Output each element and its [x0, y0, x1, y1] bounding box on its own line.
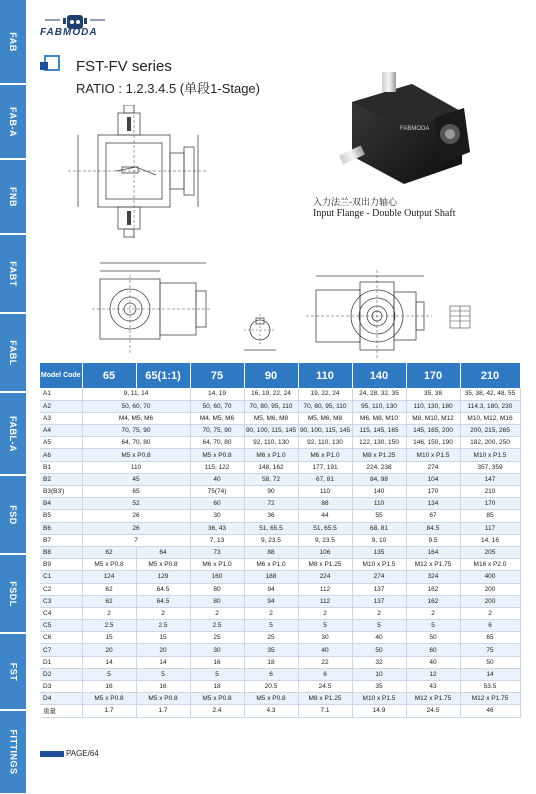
drawing-caption-english: Input Flange - Double Output Shaft	[313, 208, 456, 219]
table-cell: 5	[82, 668, 136, 680]
table-cell: 2.4	[190, 705, 244, 717]
table-cell: 110	[352, 498, 406, 510]
header-170: 170	[406, 363, 460, 388]
side-tab-fabt[interactable]: FABT	[0, 235, 26, 313]
table-cell: 16	[82, 681, 136, 693]
row-label: B4	[40, 498, 82, 510]
table-cell: 200, 215, 265	[460, 425, 520, 437]
side-tab-fsd[interactable]: FSD	[0, 476, 26, 554]
table-cell: 2.5	[82, 620, 136, 632]
table-cell: 36, 43	[190, 522, 244, 534]
table-cell: 51, 65.5	[298, 522, 352, 534]
table-cell: 14	[82, 656, 136, 668]
table-cell: 5	[352, 620, 406, 632]
table-cell: M5, M6, M8	[244, 412, 298, 424]
row-label: D3	[40, 681, 82, 693]
row-label: B8	[40, 546, 82, 558]
table-cell: 122, 130, 150	[352, 437, 406, 449]
table-cell: 112	[298, 595, 352, 607]
table-cell: 32	[352, 656, 406, 668]
shaft-detail-drawing	[240, 310, 280, 356]
table-cell: 5	[244, 620, 298, 632]
table-cell: 6	[244, 668, 298, 680]
table-cell: 1.7	[136, 705, 190, 717]
table-cell: 104	[406, 473, 460, 485]
table-row	[40, 437, 520, 449]
side-tab-fittings[interactable]: FITTINGS	[0, 711, 26, 794]
table-cell: 115, 145, 165	[352, 425, 406, 437]
table-cell: 12	[406, 668, 460, 680]
table-cell: 5	[406, 620, 460, 632]
table-cell: 95, 110, 130	[352, 400, 406, 412]
table-cell: M10 x P1.5	[460, 449, 520, 461]
table-cell: M12 x P1.75	[406, 693, 460, 705]
table-cell: M4, M5, M6	[82, 412, 190, 424]
table-cell: 94	[244, 583, 298, 595]
table-cell: 9, 23.5	[244, 534, 298, 546]
table-cell: 2	[244, 607, 298, 619]
page-marker	[40, 751, 64, 757]
table-row	[40, 461, 520, 473]
table-cell: 25	[244, 632, 298, 644]
table-cell: 10	[352, 668, 406, 680]
table-cell: 50, 60, 70	[82, 400, 190, 412]
table-cell: 6	[460, 620, 520, 632]
table-cell: M5 x P0.8	[136, 559, 190, 571]
side-tab-fst[interactable]: FST	[0, 634, 26, 710]
row-label: A5	[40, 437, 82, 449]
table-row	[40, 400, 520, 412]
table-cell: 75(74)	[190, 486, 244, 498]
table-cell: 64, 70, 80	[190, 437, 244, 449]
header-65-1-1: 65(1:1)	[136, 363, 190, 388]
row-label: A4	[40, 425, 82, 437]
table-header-row	[40, 363, 520, 388]
table-row	[40, 449, 520, 461]
table-cell: 92, 110, 130	[298, 437, 352, 449]
table-cell: M8, M10, M12	[406, 412, 460, 424]
table-cell: M4, M5, M6	[190, 412, 244, 424]
table-cell: 110, 130, 180	[406, 400, 460, 412]
table-cell: 2	[190, 607, 244, 619]
row-label: D2	[40, 668, 82, 680]
table-cell: 14, 19	[190, 388, 244, 400]
table-row	[40, 425, 520, 437]
table-cell: 26	[82, 522, 190, 534]
row-label: C5	[40, 620, 82, 632]
row-label: C3	[40, 595, 82, 607]
table-cell: M10 x P1.5	[406, 449, 460, 461]
table-cell: 2.5	[136, 620, 190, 632]
row-label: B3(B3')	[40, 486, 82, 498]
table-cell: 274	[352, 571, 406, 583]
table-cell: 170	[406, 486, 460, 498]
table-cell: M5 x P0.8	[82, 559, 136, 571]
table-cell: 70, 80, 95, 110	[244, 400, 298, 412]
table-cell: 65	[460, 632, 520, 644]
table-row	[40, 571, 520, 583]
table-cell: 85	[460, 510, 520, 522]
table-cell: 40	[406, 656, 460, 668]
table-cell: 129	[136, 571, 190, 583]
table-row	[40, 498, 520, 510]
row-label: B2	[40, 473, 82, 485]
table-cell: 135	[352, 546, 406, 558]
table-cell: 162	[406, 583, 460, 595]
table-cell: 114.3, 180, 230	[460, 400, 520, 412]
row-label: C2	[40, 583, 82, 595]
table-cell: 170	[460, 498, 520, 510]
table-cell: 134	[406, 498, 460, 510]
table-cell: 22	[298, 656, 352, 668]
table-cell: 20	[82, 644, 136, 656]
side-tab-fsdl[interactable]: FSDL	[0, 555, 26, 633]
ratio-subtitle: RATIO : 1.2.3.4.5 (单段1-Stage)	[76, 81, 260, 96]
table-row	[40, 486, 520, 498]
table-cell: 84.5	[406, 522, 460, 534]
table-cell: 6	[298, 668, 352, 680]
table-cell: 124	[82, 571, 136, 583]
table-row	[40, 388, 520, 400]
table-cell: M5 x P0.8	[82, 449, 190, 461]
table-row	[40, 656, 520, 668]
spec-table	[40, 363, 521, 718]
table-cell: M10, M12, M16	[460, 412, 520, 424]
table-cell: 53.5	[460, 681, 520, 693]
product-photo	[322, 72, 472, 190]
table-cell: 137	[352, 595, 406, 607]
table-row	[40, 583, 520, 595]
table-cell: 16	[136, 681, 190, 693]
brand-name: FABMODA	[40, 27, 98, 38]
table-cell: 62	[82, 583, 136, 595]
table-cell: 147	[460, 473, 520, 485]
table-cell: 51, 65.5	[244, 522, 298, 534]
table-cell: 50	[460, 656, 520, 668]
table-row	[40, 559, 520, 571]
table-cell: 70, 80, 95, 110	[298, 400, 352, 412]
table-row	[40, 473, 520, 485]
row-label: C6	[40, 632, 82, 644]
svg-text:FABMODA: FABMODA	[400, 126, 430, 132]
table-cell: 92, 110, 130	[244, 437, 298, 449]
table-cell: 62	[82, 595, 136, 607]
table-row	[40, 510, 520, 522]
end-view-drawing	[296, 270, 486, 358]
table-row	[40, 693, 520, 705]
header-75: 75	[190, 363, 244, 388]
series-title: FST-FV series	[76, 58, 172, 75]
row-label: B5	[40, 510, 82, 522]
table-cell: M12 x P1.75	[406, 559, 460, 571]
table-cell: M5 x P0.8	[190, 449, 244, 461]
title-square-icon	[44, 55, 60, 71]
table-cell: M12 x P1.75	[460, 693, 520, 705]
table-cell: 35, 38	[406, 388, 460, 400]
table-cell: 210	[460, 486, 520, 498]
table-cell: 24.5	[406, 705, 460, 717]
table-cell: 324	[406, 571, 460, 583]
table-row	[40, 534, 520, 546]
table-cell: 60	[190, 498, 244, 510]
row-label: A2	[40, 400, 82, 412]
side-tab-strip	[0, 0, 26, 794]
row-label: D4	[40, 693, 82, 705]
table-cell: 90, 100, 115, 145	[298, 425, 352, 437]
header-model-code: Model Code	[40, 363, 82, 388]
table-cell: 14	[136, 656, 190, 668]
table-cell: 19, 22, 24	[298, 388, 352, 400]
header-140: 140	[352, 363, 406, 388]
table-cell: M8 x P1.25	[298, 693, 352, 705]
table-cell: 148, 162	[244, 461, 298, 473]
table-cell: 160	[190, 571, 244, 583]
table-cell: 7.1	[298, 705, 352, 717]
header-210: 210	[460, 363, 520, 388]
table-cell: 16, 19, 22, 24	[244, 388, 298, 400]
table-cell: 2	[460, 607, 520, 619]
row-label: B9	[40, 559, 82, 571]
table-cell: 357, 359	[460, 461, 520, 473]
row-label: 重量	[40, 705, 82, 717]
row-label: B7	[40, 534, 82, 546]
side-tab-fnb[interactable]: FNB	[0, 160, 26, 234]
row-label: B1	[40, 461, 82, 473]
table-cell: M5, M6, M8	[298, 412, 352, 424]
table-cell: 43	[406, 681, 460, 693]
table-cell: 70, 75, 90	[82, 425, 190, 437]
table-cell: 205	[460, 546, 520, 558]
row-label: A1	[40, 388, 82, 400]
table-cell: 24, 28, 32, 35	[352, 388, 406, 400]
table-cell: M5 x P0.8	[190, 693, 244, 705]
table-cell: 72	[244, 498, 298, 510]
row-label: D1	[40, 656, 82, 668]
table-cell: 50, 60, 70	[190, 400, 244, 412]
header-65: 65	[82, 363, 136, 388]
row-label: C7	[40, 644, 82, 656]
table-cell: 2	[82, 607, 136, 619]
table-cell: 55	[352, 510, 406, 522]
table-cell: 15	[136, 632, 190, 644]
table-cell: 62	[82, 546, 136, 558]
table-cell: 20.5	[244, 681, 298, 693]
spec-table-body	[40, 388, 520, 717]
table-cell: 7	[82, 534, 190, 546]
table-cell: 24.5	[298, 681, 352, 693]
table-cell: 106	[298, 546, 352, 558]
table-row	[40, 644, 520, 656]
table-cell: 52	[82, 498, 190, 510]
table-cell: 70, 75, 90	[190, 425, 244, 437]
table-cell: M10 x P1.5	[352, 559, 406, 571]
table-cell: 164	[406, 546, 460, 558]
drawing-caption-chinese: 入力法兰-双出力轴心	[313, 198, 398, 208]
table-cell: 64, 70, 80	[82, 437, 190, 449]
table-cell: 2	[298, 607, 352, 619]
table-cell: 162	[406, 595, 460, 607]
table-row	[40, 412, 520, 424]
table-cell: 50	[406, 632, 460, 644]
table-cell: 20	[136, 644, 190, 656]
table-cell: 110	[298, 486, 352, 498]
table-cell: M5 x P0.8	[244, 693, 298, 705]
table-cell: 14	[460, 668, 520, 680]
table-cell: 60	[406, 644, 460, 656]
table-cell: 15	[82, 632, 136, 644]
table-cell: 46	[460, 705, 520, 717]
page-number: PAGE/64	[66, 749, 99, 758]
table-cell: 137	[352, 583, 406, 595]
table-cell: 35	[352, 681, 406, 693]
table-cell: M5 x P0.8	[136, 693, 190, 705]
table-cell: 177, 191	[298, 461, 352, 473]
table-cell: 40	[190, 473, 244, 485]
table-cell: M6 x P1.0	[244, 449, 298, 461]
table-cell: 14.9	[352, 705, 406, 717]
table-cell: 64.5	[136, 595, 190, 607]
table-cell: 146, 150, 190	[406, 437, 460, 449]
table-cell: 2.5	[190, 620, 244, 632]
table-cell: 36	[244, 510, 298, 522]
table-cell: 30	[190, 644, 244, 656]
table-cell: 94	[244, 595, 298, 607]
table-cell: 115, 122	[190, 461, 244, 473]
table-cell: M6, M8, M10	[352, 412, 406, 424]
table-cell: M16 x P2.0	[460, 559, 520, 571]
side-view-drawing	[58, 105, 208, 240]
table-cell: 40	[352, 632, 406, 644]
table-cell: M8 x P1.25	[298, 559, 352, 571]
table-cell: 64	[136, 546, 190, 558]
table-cell: 18	[244, 656, 298, 668]
table-row	[40, 522, 520, 534]
table-cell: M10 x P1.5	[352, 693, 406, 705]
table-cell: 182, 200, 250	[460, 437, 520, 449]
table-cell: 200	[460, 595, 520, 607]
table-cell: 110	[82, 461, 190, 473]
table-cell: 90	[244, 486, 298, 498]
table-cell: 64.5	[136, 583, 190, 595]
table-cell: 50	[352, 644, 406, 656]
table-cell: 18	[190, 681, 244, 693]
table-cell: 9.5	[406, 534, 460, 546]
table-cell: 2	[352, 607, 406, 619]
table-row	[40, 632, 520, 644]
table-cell: 45	[82, 473, 190, 485]
table-cell: 224	[298, 571, 352, 583]
table-cell: 67	[406, 510, 460, 522]
table-cell: 2	[406, 607, 460, 619]
table-cell: 75	[460, 644, 520, 656]
table-row	[40, 668, 520, 680]
header-110: 110	[298, 363, 352, 388]
table-row	[40, 681, 520, 693]
table-cell: 65	[82, 486, 190, 498]
front-view-drawing	[92, 255, 214, 355]
table-cell: M6 x P1.0	[190, 559, 244, 571]
table-cell: 1.7	[82, 705, 136, 717]
table-row	[40, 620, 520, 632]
table-cell: M6 x P1.0	[244, 559, 298, 571]
table-cell: 30	[298, 632, 352, 644]
table-cell: 200	[460, 583, 520, 595]
row-label: A6	[40, 449, 82, 461]
table-cell: 400	[460, 571, 520, 583]
side-tab-fab[interactable]: FAB	[0, 0, 26, 84]
table-cell: 88	[298, 498, 352, 510]
table-cell: 90, 100, 115, 145	[244, 425, 298, 437]
table-cell: 84, 98	[352, 473, 406, 485]
table-cell: 35	[244, 644, 298, 656]
table-cell: 4.3	[244, 705, 298, 717]
table-cell: 5	[136, 668, 190, 680]
row-label: B6	[40, 522, 82, 534]
table-cell: 73	[190, 546, 244, 558]
header-90: 90	[244, 363, 298, 388]
table-cell: M6 x P1.0	[298, 449, 352, 461]
row-label: A3	[40, 412, 82, 424]
table-cell: 67, 81	[298, 473, 352, 485]
table-cell: M8 x P1.25	[352, 449, 406, 461]
row-label: C4	[40, 607, 82, 619]
table-row	[40, 607, 520, 619]
table-cell: 40	[298, 644, 352, 656]
table-row	[40, 546, 520, 558]
table-cell: 80	[190, 595, 244, 607]
table-cell: 58, 72	[244, 473, 298, 485]
table-cell: 112	[298, 583, 352, 595]
row-label: C1	[40, 571, 82, 583]
side-tab-fabl[interactable]: FABL	[0, 314, 26, 392]
table-row	[40, 705, 520, 717]
side-tab-fab-a[interactable]: FAB-A	[0, 85, 26, 159]
table-cell: 68, 81	[352, 522, 406, 534]
table-cell: 5	[190, 668, 244, 680]
side-tab-fabl-a[interactable]: FABL-A	[0, 393, 26, 475]
table-cell: 44	[298, 510, 352, 522]
table-cell: 274	[406, 461, 460, 473]
table-cell: 117	[460, 522, 520, 534]
table-cell: 80	[190, 583, 244, 595]
table-cell: 2	[136, 607, 190, 619]
table-cell: 14, 16	[460, 534, 520, 546]
table-cell: 140	[352, 486, 406, 498]
table-cell: 9, 23.5	[298, 534, 352, 546]
table-cell: 16	[190, 656, 244, 668]
table-row	[40, 595, 520, 607]
table-cell: 26	[82, 510, 190, 522]
table-cell: 9, 10	[352, 534, 406, 546]
table-cell: 188	[244, 571, 298, 583]
table-cell: 5	[298, 620, 352, 632]
table-cell: 35, 38, 42, 48, 55	[460, 388, 520, 400]
table-cell: 30	[190, 510, 244, 522]
table-cell: 145, 165, 200	[406, 425, 460, 437]
table-cell: 25	[190, 632, 244, 644]
table-cell: 224, 238	[352, 461, 406, 473]
table-cell: 9, 11, 14	[82, 388, 190, 400]
table-cell: M5 x P0.8	[82, 693, 136, 705]
table-cell: 7, 13	[190, 534, 244, 546]
table-cell: 88	[244, 546, 298, 558]
